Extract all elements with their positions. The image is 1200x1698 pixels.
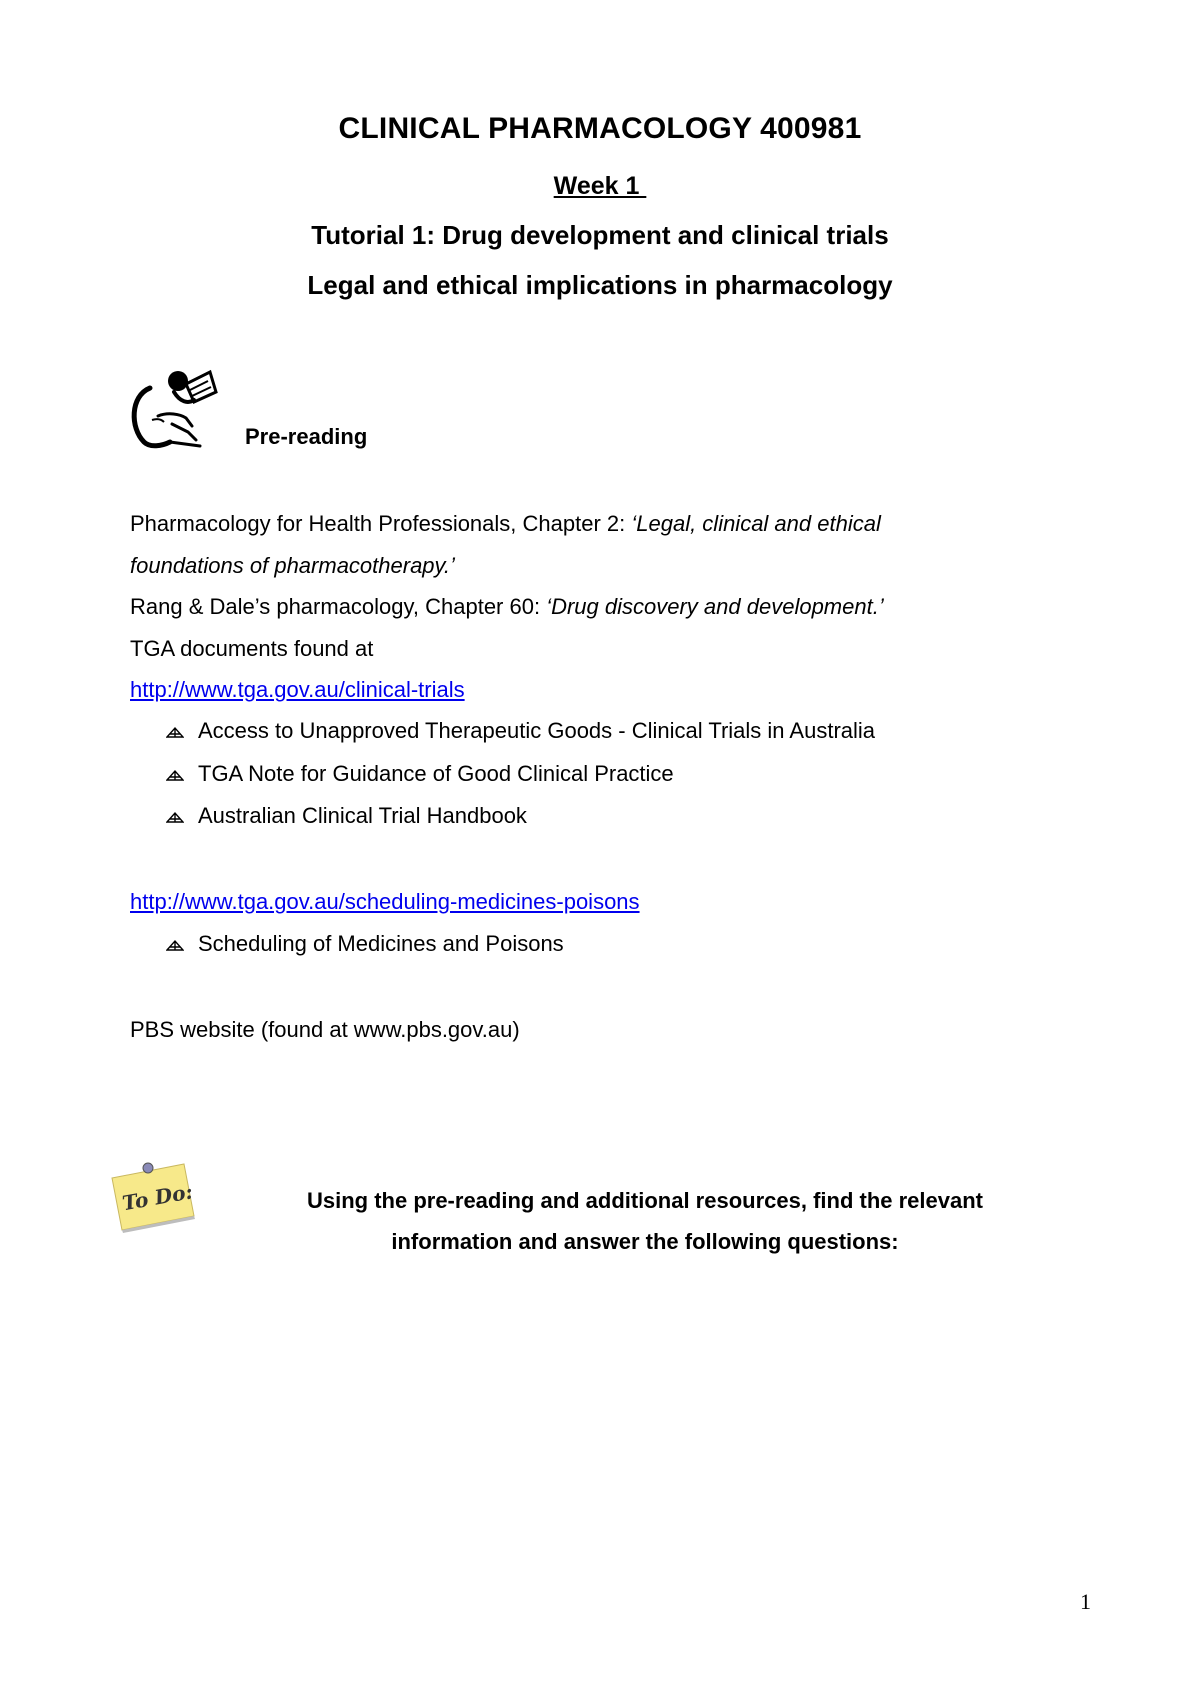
book-bullet-icon (166, 938, 184, 952)
reference-line-2 (130, 593, 884, 621)
list-item-label: Scheduling of Medicines and Poisons (198, 931, 564, 956)
todo-instruction-line-1: Using the pre-reading and additional resources, find the relevant (306, 1188, 984, 1213)
book-bullet-icon (166, 768, 184, 782)
reference-2-title: ‘Drug discovery and development.’ (546, 594, 884, 619)
todo-note-label: To Do: (120, 1179, 195, 1216)
todo-note-icon (108, 1158, 198, 1236)
reference-1-title: ‘Legal, clinical and ethical (631, 511, 881, 536)
book-bullet-icon (166, 810, 184, 824)
list-item-label: Access to Unapproved Therapeutic Goods - Clinical Trials in Australia (198, 718, 876, 743)
list-item (166, 930, 564, 958)
list-item (166, 802, 527, 830)
pre-reading-heading: Pre-reading (245, 424, 368, 449)
reference-line-1 (130, 510, 881, 538)
reference-line-1-cont: foundations of pharmacotherapy.’ (130, 553, 455, 578)
list-item-label: Australian Clinical Trial Handbook (198, 803, 527, 828)
page-number: 1 (1080, 1589, 1091, 1614)
tga-scheduling-link[interactable]: http://www.tga.gov.au/scheduling-medicines-poisons (130, 889, 640, 914)
pbs-website-note: PBS website (found at www.pbs.gov.au) (130, 1017, 520, 1042)
reading-person-icon (128, 362, 238, 450)
tga-clinical-trials-link[interactable]: http://www.tga.gov.au/clinical-trials (130, 677, 465, 702)
week-heading: Week 1 (553, 172, 647, 200)
course-title: CLINICAL PHARMACOLOGY 400981 (338, 112, 862, 145)
tutorial-heading: Tutorial 1: Drug development and clinical trials (311, 220, 889, 250)
list-item (166, 760, 674, 788)
tutorial-subheading: Legal and ethical implications in pharmacology (307, 270, 893, 300)
list-item-label: TGA Note for Guidance of Good Clinical Practice (198, 761, 674, 786)
reference-2-text: Rang & Dale’s pharmacology, Chapter 60: (130, 594, 547, 619)
reference-1-text: Pharmacology for Health Professionals, Chapter 2: (130, 511, 632, 536)
tga-intro: TGA documents found at (130, 636, 374, 661)
list-item (166, 717, 875, 745)
book-bullet-icon (166, 725, 184, 739)
todo-instruction-line-2: information and answer the following questions: (391, 1229, 899, 1254)
